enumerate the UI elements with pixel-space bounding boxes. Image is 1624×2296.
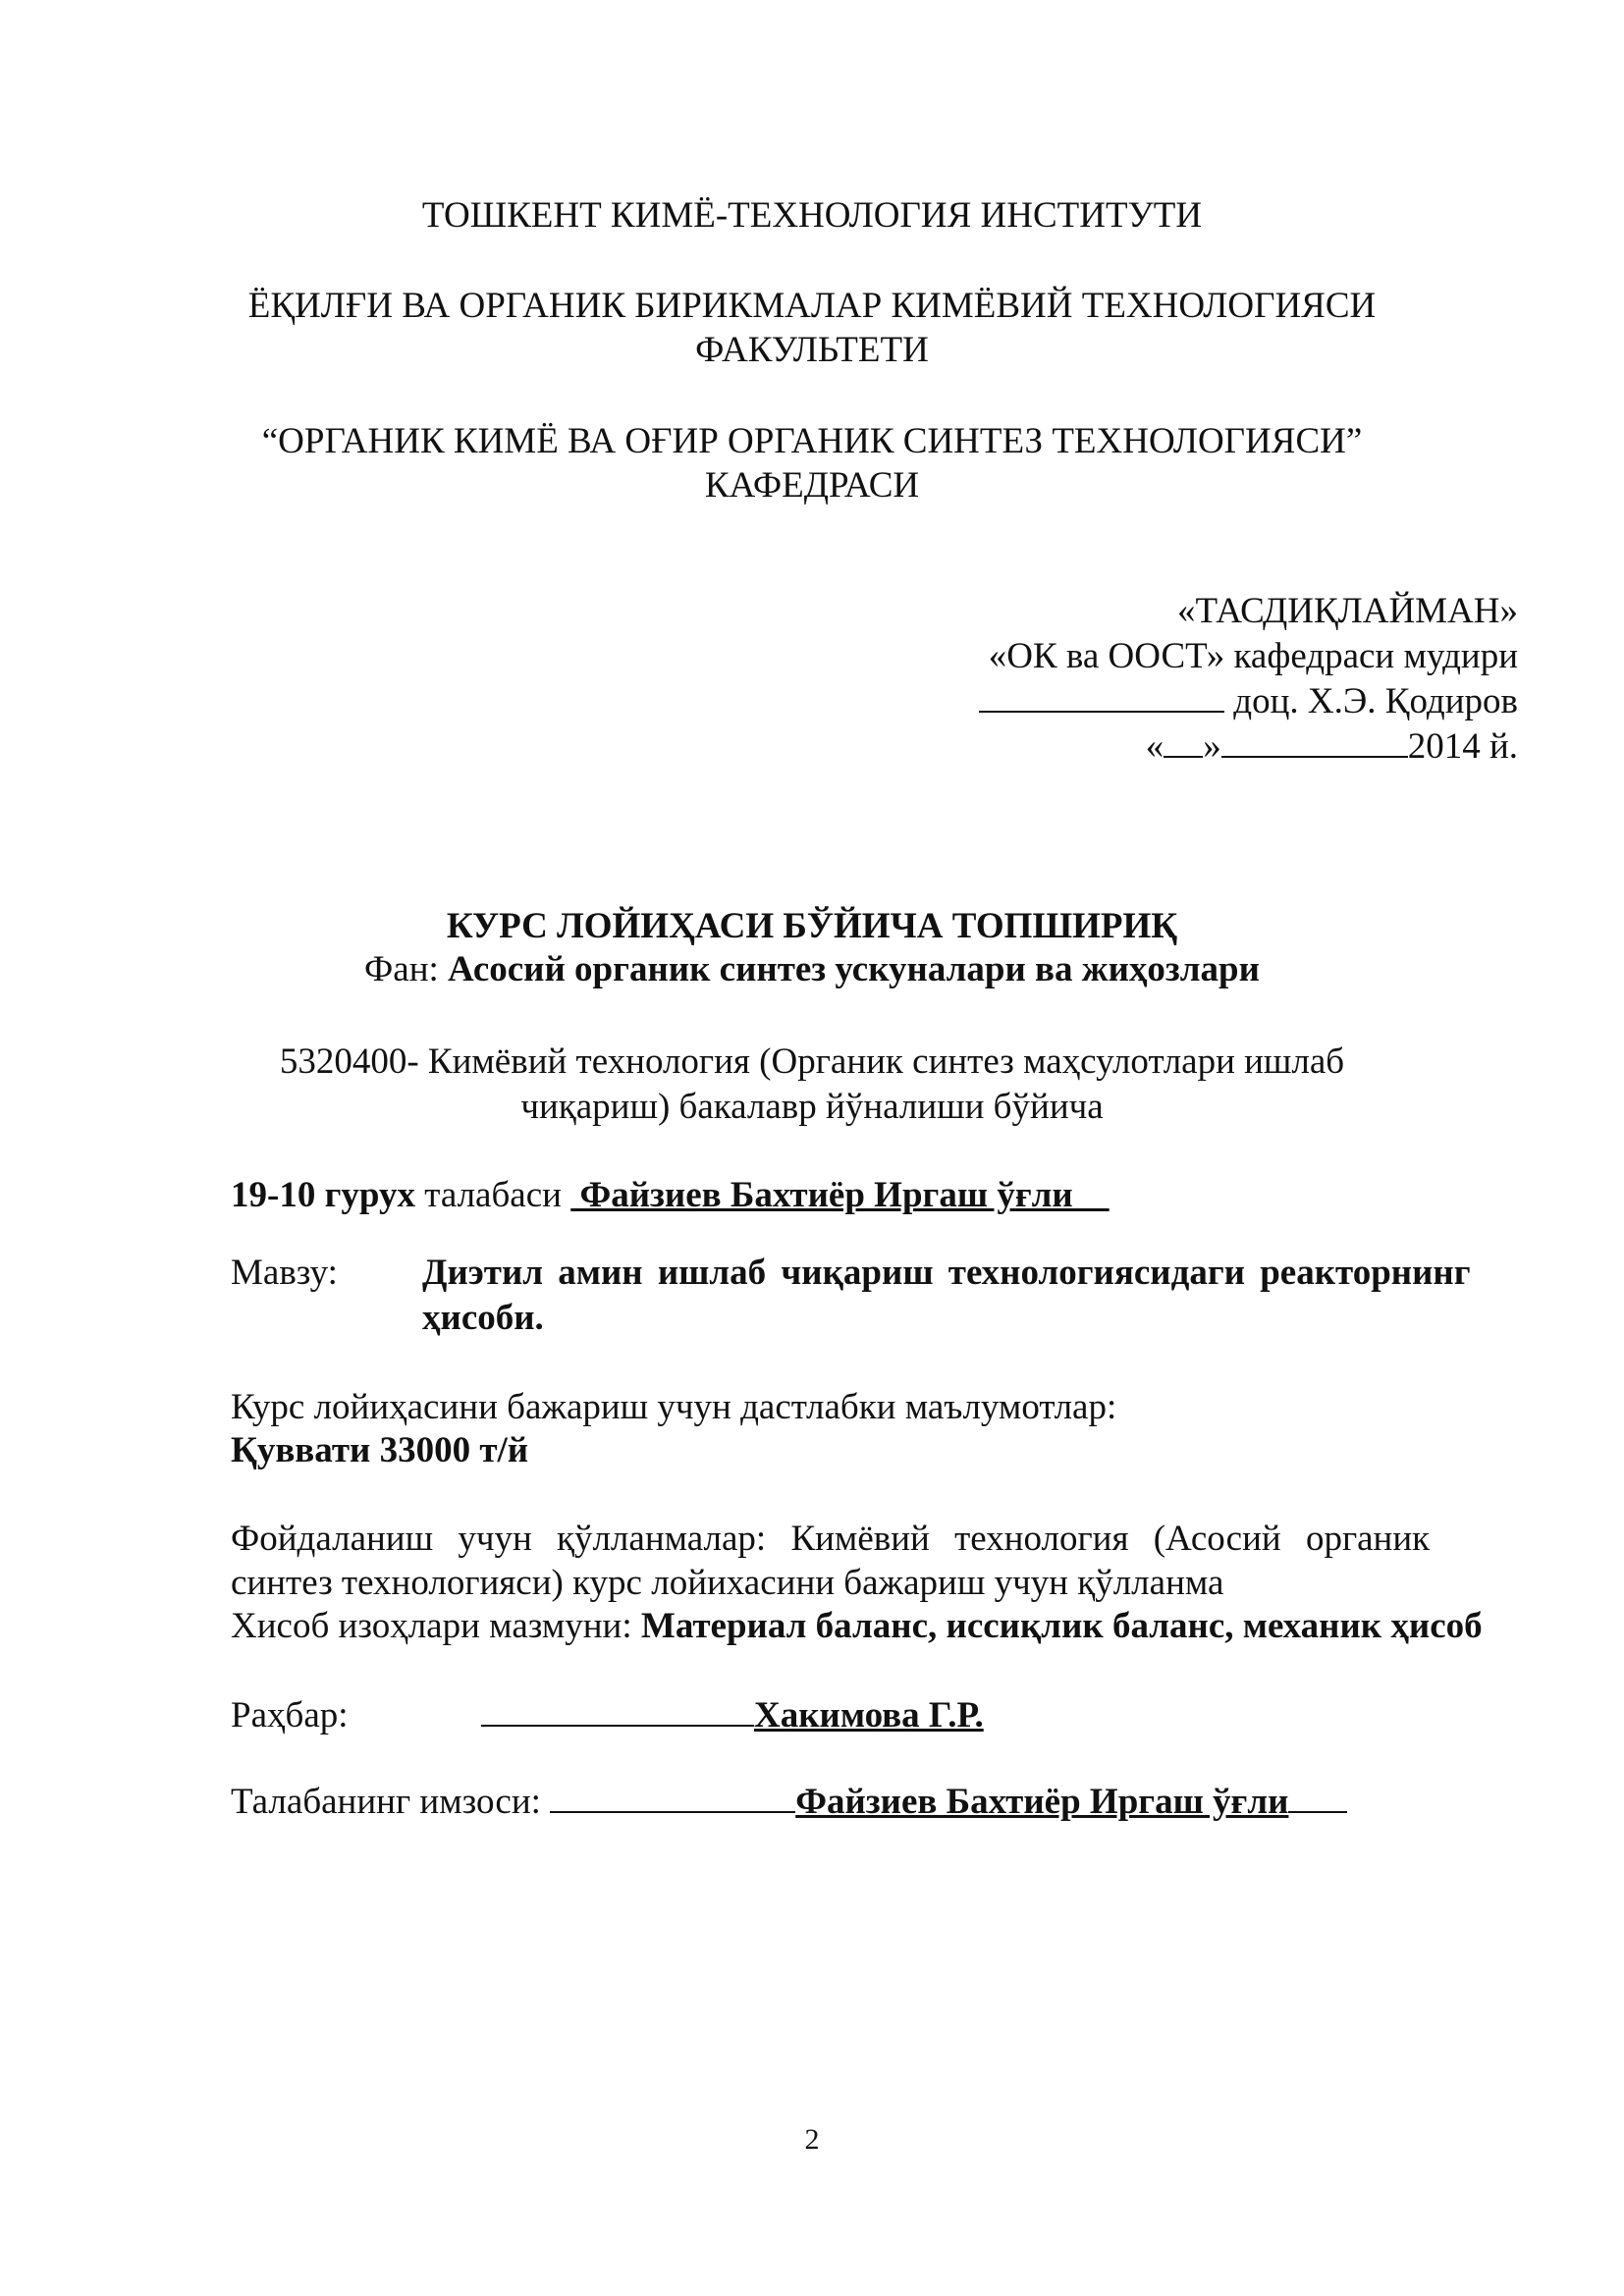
initial-data-label: Курс лойиҳасини бажариш учун дастлабки маълумотлар: xyxy=(231,1387,1117,1427)
month-blank xyxy=(1221,726,1408,758)
institute-name: ТОШКЕНТ КИМЁ-ТЕХНОЛОГИЯ ИНСТИТУТИ xyxy=(421,195,1203,236)
subject-line xyxy=(0,948,1624,991)
approval-position: «ОК ва ООСТ» кафедраси мудири xyxy=(988,636,1518,676)
faculty-name-line2: ФАКУЛЬТЕТИ xyxy=(695,330,929,370)
calc-notes-label: Хисоб изоҳлари мазмуни: xyxy=(231,1606,641,1646)
direction-line1: 5320400- Кимёвий технология (Органик синтез маҳсулотлари ишлаб xyxy=(279,1041,1345,1082)
calc-notes-value: Материал баланс, иссиқлик баланс, механик ҳисоб xyxy=(640,1606,1483,1646)
department-name-line1: “ОРГАНИК КИМЁ ВА ОҒИР ОРГАНИК СИНТЕЗ ТЕХНОЛОГИЯСИ” xyxy=(261,421,1363,461)
faculty-name-line1: ЁҚИЛҒИ ВА ОРГАНИК БИРИКМАЛАР КИМЁВИЙ ТЕХНОЛОГИЯСИ xyxy=(247,286,1377,326)
day-blank xyxy=(1164,726,1203,758)
topic-text-line1: Диэтил амин ишлаб чиқариш технологиясидаги реакторнинг xyxy=(422,1253,1471,1293)
supervisor-name: Хакимова Г.Р. xyxy=(754,1695,984,1735)
references-line2: синтез технологияси) курс лойихасини бажариш учун қўлланма xyxy=(231,1563,1224,1603)
page-number: 2 xyxy=(804,2123,820,2156)
references-line1: Фойдаланиш учун қўлланмалар: Кимёвий технология (Асосий органик xyxy=(231,1519,1431,1559)
supervisor-signature-line xyxy=(481,1695,754,1727)
student-signature-blank xyxy=(550,1782,795,1813)
approval-date xyxy=(1146,725,1518,769)
student-signature-tail xyxy=(1288,1782,1347,1813)
supervisor-label: Раҳбар: xyxy=(231,1695,349,1735)
direction-line2: чиқариш) бакалавр йўналиши бўйича xyxy=(520,1087,1104,1127)
approval-title: «ТАСДИҚЛАЙМАН» xyxy=(1177,591,1518,631)
subject-value: Асосий органик синтез ускуналари ва жиҳозлари xyxy=(448,949,1260,989)
student-name: Файзиев Бахтиёр Иргаш ўғли xyxy=(570,1175,1110,1215)
student-signature-label: Талабанинг имзоси: xyxy=(231,1782,551,1822)
subject-label: Фан: xyxy=(364,949,449,989)
approval-year: 2014 й. xyxy=(1407,726,1518,767)
department-name-line2: КАФЕДРАСИ xyxy=(704,465,920,506)
supervisor-signature xyxy=(481,1694,984,1737)
approval-name: доц. Х.Э. Қодиров xyxy=(1224,681,1518,721)
date-open-quote: « xyxy=(1145,726,1164,767)
initial-data-value: Қуввати 33000 т/й xyxy=(231,1430,529,1470)
student-line xyxy=(231,1174,1110,1217)
student-group: 19-10 гурух xyxy=(231,1175,415,1215)
student-label: талабаси xyxy=(414,1175,571,1215)
student-signature-name: Файзиев Бахтиёр Иргаш ўғли xyxy=(795,1782,1289,1822)
topic-line2: ҳисоби. xyxy=(422,1298,544,1338)
topic-line1 xyxy=(422,1252,1502,1295)
signature-line xyxy=(979,681,1224,713)
student-signature-line xyxy=(231,1781,1347,1824)
date-close-quote: » xyxy=(1203,726,1221,767)
task-title: КУРС ЛОЙИҲАСИ БЎЙИЧА ТОПШИРИҚ xyxy=(446,906,1178,946)
topic-label: Мавзу: xyxy=(231,1253,338,1293)
calc-notes-line xyxy=(231,1605,1483,1648)
approval-signatory xyxy=(979,680,1518,723)
